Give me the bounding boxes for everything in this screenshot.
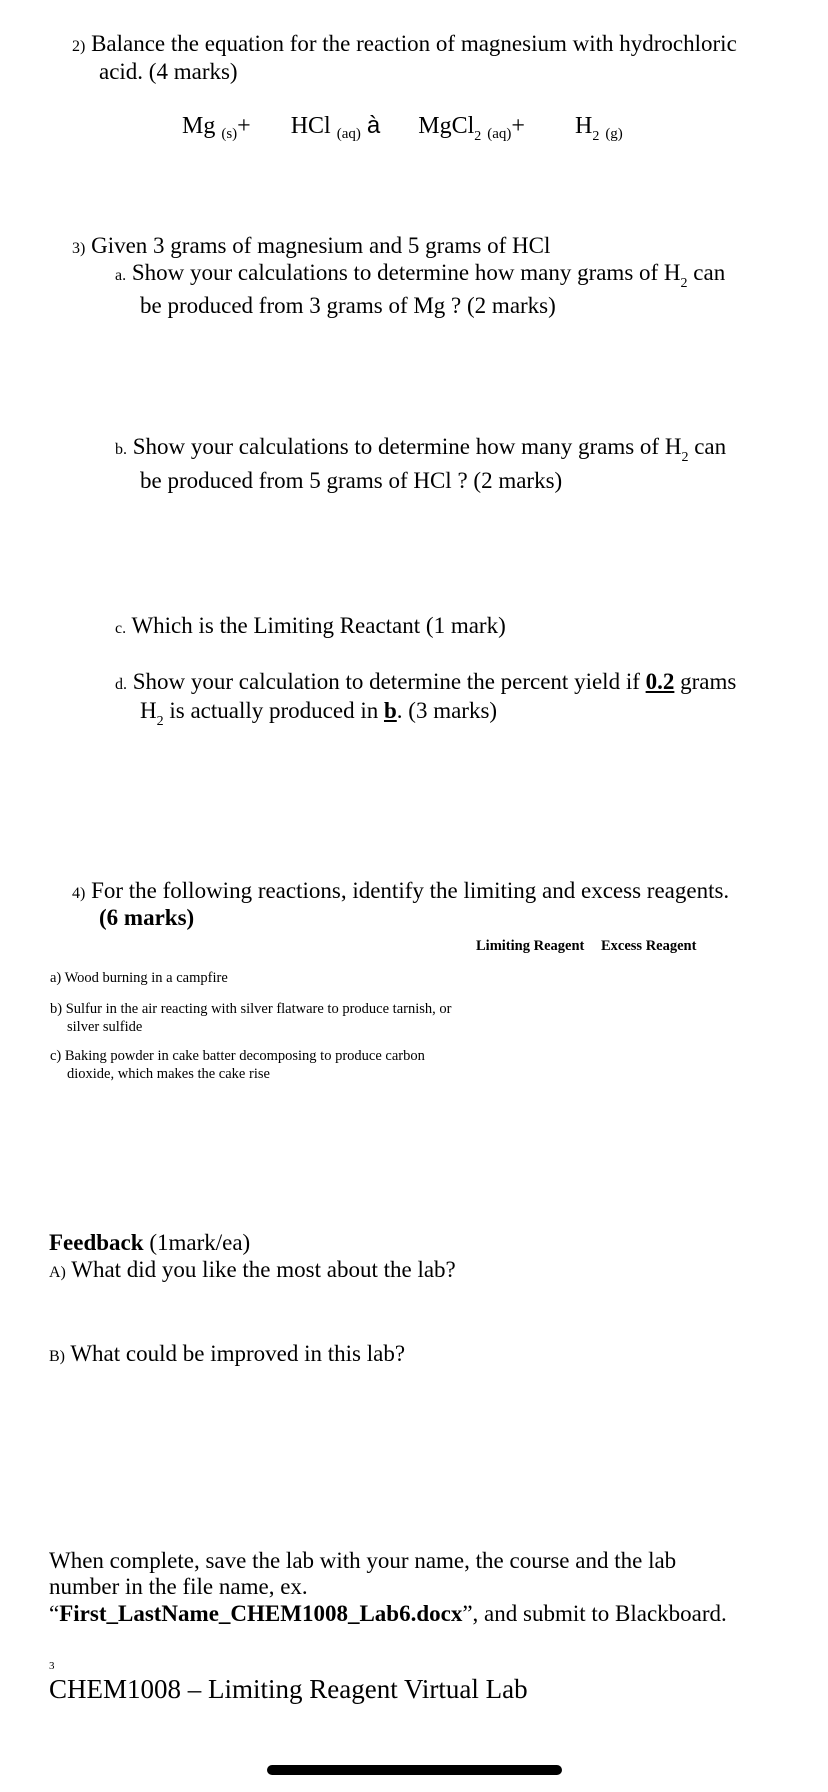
page-number: 3 xyxy=(49,1660,55,1672)
question-3c: c. Which is the Limiting Reactant (1 mark) xyxy=(115,613,506,638)
reactant-mg: Mg xyxy=(182,113,216,139)
question-2-line2: acid. (4 marks) xyxy=(99,59,238,84)
product-mgcl2: MgCl$_2$ xyxy=(418,113,482,144)
reactant-hcl: HCl xyxy=(290,113,331,139)
document-footer-title: CHEM1008 – Limiting Reagent Virtual Lab xyxy=(49,1674,528,1704)
question-4-line1: 4) For the following reactions, identify the limiting and excess reagents. xyxy=(72,878,730,903)
reaction-item-c: c) Baking powder in cake batter decomposing to produce carbon dioxide, which makes the cake rise xyxy=(50,1048,425,1082)
question-3b-label: b. xyxy=(115,441,127,458)
question-4-number: 4) xyxy=(72,885,86,902)
question-3-number: 3) xyxy=(72,240,86,257)
question-3b-line2: be produced from 5 grams of HCl ? (2 marks) xyxy=(140,468,563,493)
state-aqueous: (aq) xyxy=(487,126,512,142)
reaction-item-a: a) Wood burning in a campfire xyxy=(50,970,228,986)
question-3d-label: d. xyxy=(115,676,127,693)
plus-sign: + xyxy=(511,113,525,139)
question-3a-line2: be produced from 3 grams of Mg ? (2 marks) xyxy=(140,293,556,318)
chemical-equation xyxy=(182,112,623,145)
question-3c-label: c. xyxy=(115,620,127,637)
submission-line3: “First_LastName_CHEM1008_Lab6.docx”, and submit to Blackboard. xyxy=(49,1601,727,1626)
column-header-excess: Excess Reagent xyxy=(601,938,697,954)
yield-value: 0.2 xyxy=(645,669,675,694)
submission-line2: number in the file name, ex. xyxy=(49,1574,308,1599)
question-3d-line1: d. Show your calculation to determine the percent yield if 0.2 grams xyxy=(115,669,737,694)
question-2-text: Balance the equation for the reaction of magnesium with hydrochloric xyxy=(91,31,737,56)
part-reference: b xyxy=(383,698,397,723)
state-solid: (s) xyxy=(221,126,238,142)
question-4-marks: (6 marks) xyxy=(99,905,195,930)
question-3-intro: 3) Given 3 grams of magnesium and 5 grams of HCl xyxy=(72,233,551,258)
question-3a-line1: a. Show your calculations to determine how many grams of $H_2$ can xyxy=(115,260,726,291)
feedback-question-b: B) What could be improved in this lab? xyxy=(49,1341,406,1366)
product-h2: $H_2$ xyxy=(574,113,600,144)
question-3b-line1: b. Show your calculations to determine how many grams of $H_2$ can xyxy=(115,434,727,465)
question-2-line1 xyxy=(72,30,737,60)
submission-line1: When complete, save the lab with your name, the course and the lab xyxy=(49,1548,677,1573)
reaction-item-b: b) Sulfur in the air reacting with silver flatware to produce tarnish, or silver sulfide xyxy=(50,1001,452,1035)
home-indicator[interactable] xyxy=(267,1765,562,1775)
state-aqueous: (aq) xyxy=(336,126,361,142)
state-gas: (g) xyxy=(605,126,623,142)
feedback-heading: Feedback (1mark/ea) xyxy=(49,1230,251,1255)
column-header-limiting: Limiting Reagent xyxy=(476,938,585,954)
arrow-icon: à xyxy=(366,112,381,139)
example-filename: First_LastName_CHEM1008_Lab6.docx xyxy=(59,1601,463,1626)
question-3a-label: a. xyxy=(115,267,127,284)
feedback-question-a: A) What did you like the most about the lab? xyxy=(49,1257,456,1282)
plus-sign: + xyxy=(237,113,251,139)
question-2-number: 2) xyxy=(72,38,86,55)
question-3d-line2: $H_2$ is actually produced in b. (3 marks) xyxy=(140,698,498,729)
